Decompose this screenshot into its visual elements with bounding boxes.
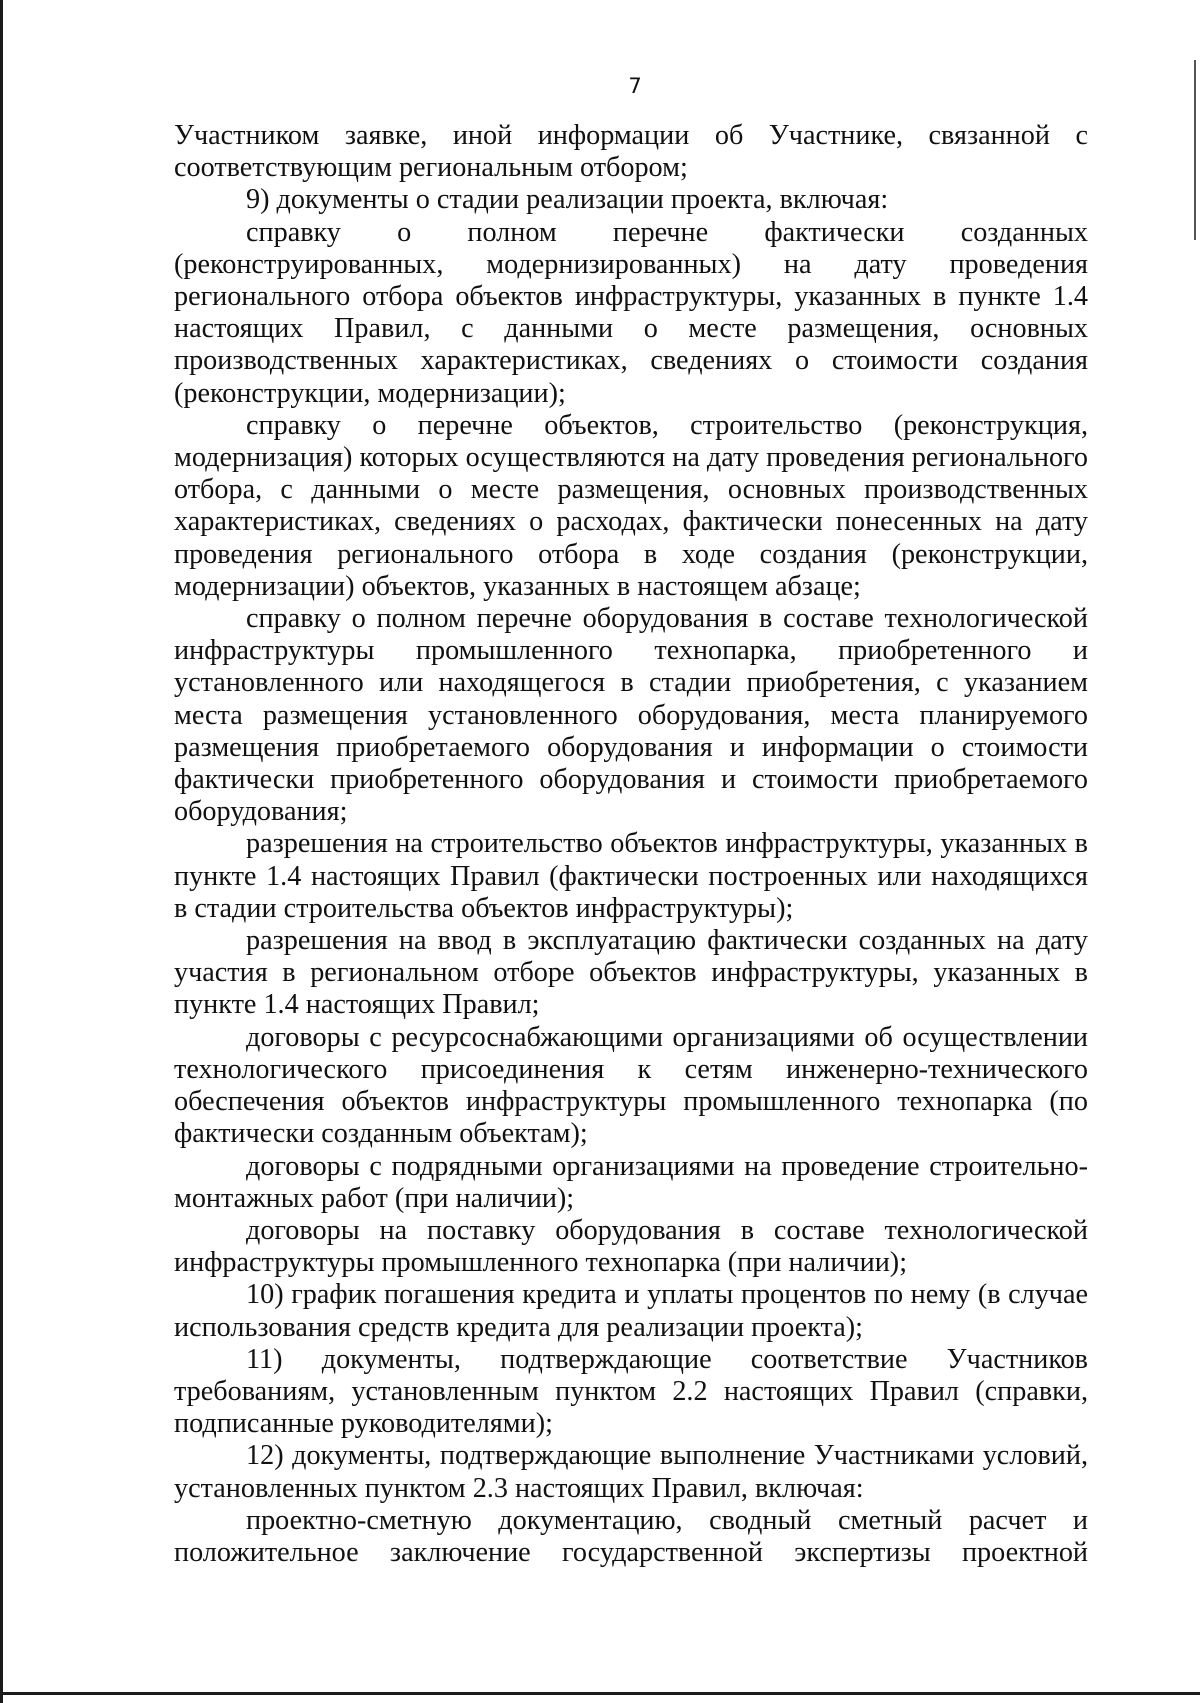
paragraph-equipment-supply-contracts: договоры на поставку оборудования в составе технологической инфраструктуры промышленного технопарка (при наличии); xyxy=(174,1214,1088,1279)
scan-edge-left xyxy=(0,0,3,1703)
paragraph-construction-permits: разрешения на строительство объектов инфраструктуры, указанных в пункте 1.4 настоящих Правил (фактически построенных или находящихся в стадии строительства объектов инфраструктуры); xyxy=(174,828,1088,924)
paragraph-item-10: 10) график погашения кредита и уплаты процентов по нему (в случае использования средств кредита для реализации проекта); xyxy=(174,1279,1088,1343)
paragraph-item-11: 11) документы, подтверждающие соответствие Участников требованиям, установленным пунктом 2.2 настоящих Правил (справки, подписанные руководителями); xyxy=(174,1343,1088,1440)
paragraph-continuation: Участником заявке, иной информации об Участнике, связанной с соответствующим региональным отбором; xyxy=(174,120,1088,184)
paragraph-item-12: 12) документы, подтверждающие выполнение Участниками условий, установленных пунктом 2.3 настоящих Правил, включая: xyxy=(174,1440,1088,1504)
scan-edge-bottom xyxy=(0,1692,1200,1695)
paragraph-item-9: 9) документы о стадии реализации проекта, включая: xyxy=(246,184,889,216)
paragraph-utility-contracts: договоры с ресурсоснабжающими организациями об осуществлении технологического присоединения к сетям инженерно-технического обеспечения объектов инфраструктуры промышленного технопарка (по фактически созданным объектам); xyxy=(174,1021,1088,1150)
paragraph-reference-objects-under-construction: справку о перечне объектов, строительство (реконструкция, модернизация) которых осуществляются на дату проведения регионального отбора, с данными о месте размещения, основных производственных характеристиках, сведениях о расходах, фактически понесенных на дату проведения регионального отбора в ходе создания (реконструкции, модернизации) объектов, указанных в настоящем абзаце; xyxy=(174,409,1088,602)
document-body xyxy=(174,120,1088,1569)
paragraph-commissioning-permits: разрешения на ввод в эксплуатацию фактически созданных на дату участия в региональном отборе объектов инфраструктуры, указанных в пункте 1.4 настоящих Правил; xyxy=(174,925,1088,1021)
paragraph-reference-equipment: справку о полном перечне оборудования в составе технологической инфраструктуры промышленного технопарка, приобретенного и установленного или находящегося в стадии приобретения, с указанием места размещения установленного оборудования, места планируемого размещения приобретаемого оборудования и информации о стоимости фактически приобретенного оборудования и стоимости приобретаемого оборудования; xyxy=(174,603,1088,828)
page-number: 7 xyxy=(628,74,642,98)
paragraph-design-estimate: проектно-сметную документацию, сводный сметный расчет и положительное заключение государственной экспертизы проектной xyxy=(174,1504,1088,1568)
paragraph-reference-created-objects: справку о полном перечне фактически созданных (реконструированных, модернизированных) на дату проведения регионального отбора объектов инфраструктуры, указанных в пункте 1.4 настоящих Правил, с данными о месте размещения, основных производственных характеристиках, сведениях о стоимости создания (реконструкции, модернизации); xyxy=(174,216,1088,409)
paragraph-contractor-agreements: договоры с подрядными организациями на проведение строительно-монтажных работ (при наличии); xyxy=(174,1150,1088,1214)
